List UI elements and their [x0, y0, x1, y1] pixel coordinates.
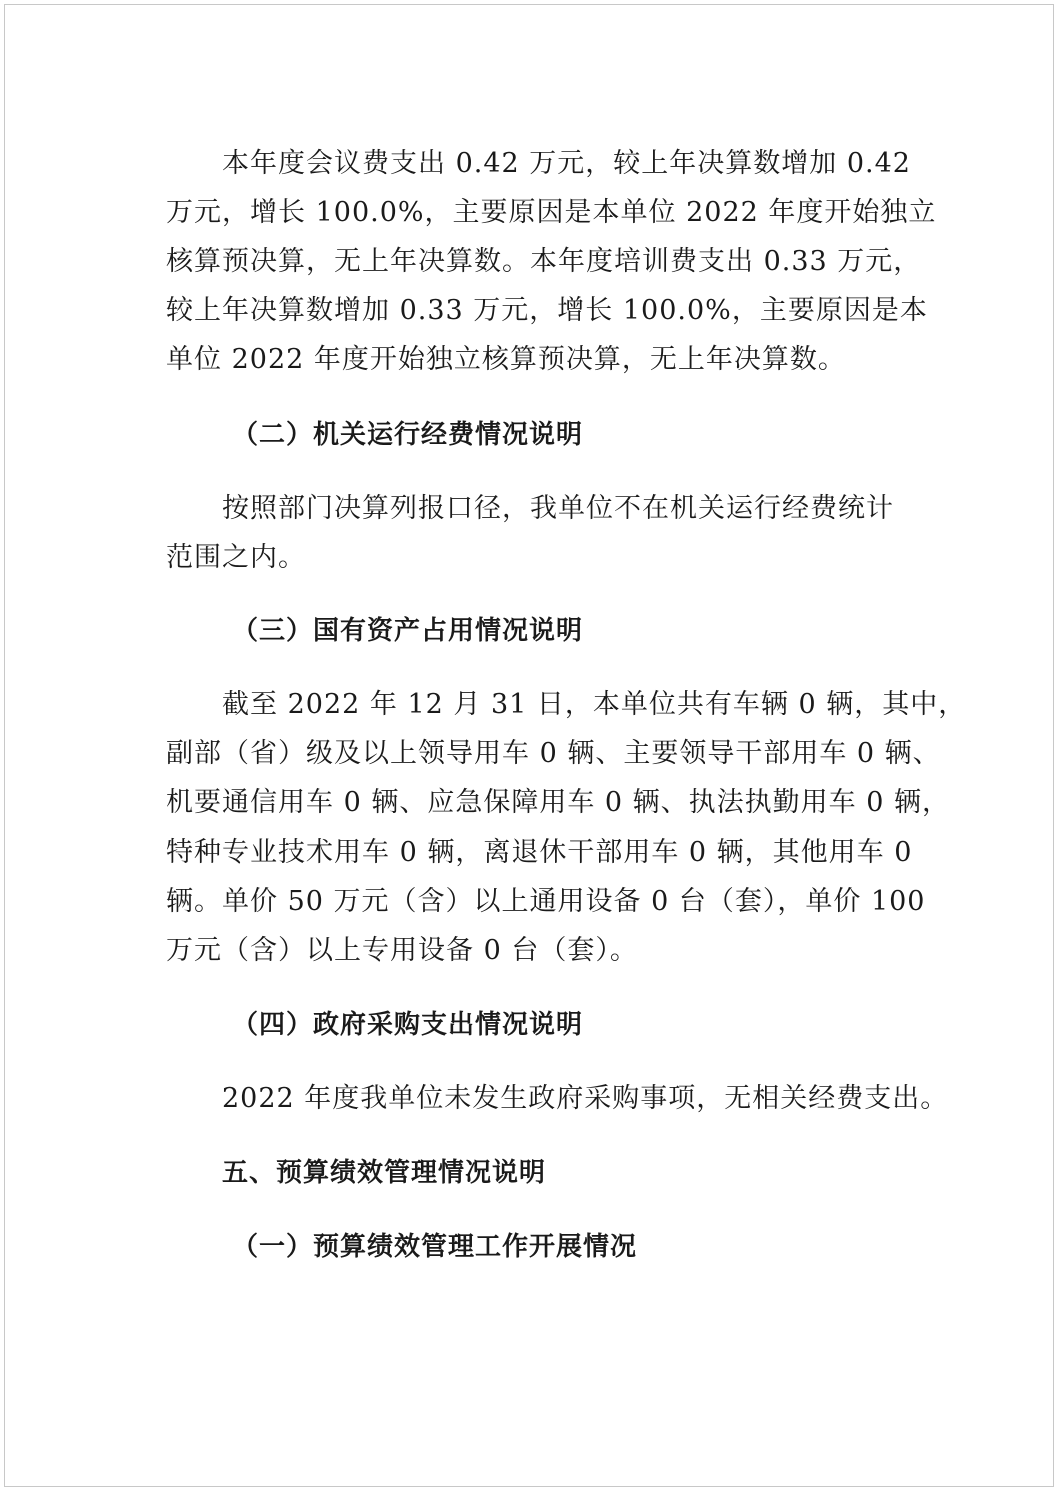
paragraph-line: 机要通信用车 0 辆、应急保障用车 0 辆、执法执勤用车 0 辆，	[166, 787, 951, 818]
paragraph-line: 特种专业技术用车 0 辆，离退休干部用车 0 辆，其他用车 0	[166, 837, 913, 868]
paragraph-line: 按照部门决算列报口径，我单位不在机关运行经费统计	[222, 493, 894, 524]
section-heading-state-assets: （三）国有资产占用情况说明	[232, 616, 584, 646]
paragraph-line: 范围之内。	[166, 542, 306, 573]
subsection-heading-performance-work: （一）预算绩效管理工作开展情况	[232, 1232, 638, 1262]
paragraph-line: 辆。单价 50 万元（含）以上通用设备 0 台（套），单价 100	[166, 886, 926, 917]
paragraph-line: 2022 年度我单位未发生政府采购事项，无相关经费支出。	[222, 1083, 949, 1114]
paragraph-line: 万元，增长 100.0%，主要原因是本单位 2022 年度开始独立	[166, 197, 937, 228]
paragraph-line: 核算预决算，无上年决算数。本年度培训费支出 0.33 万元，	[166, 246, 922, 277]
paragraph-line: 副部（省）级及以上领导用车 0 辆、主要领导干部用车 0 辆、	[166, 738, 941, 769]
paragraph-line: 本年度会议费支出 0.42 万元，较上年决算数增加 0.42	[222, 148, 911, 179]
paragraph-line: 单位 2022 年度开始独立核算预决算，无上年决算数。	[166, 344, 846, 375]
section-heading-performance: 五、预算绩效管理情况说明	[222, 1158, 547, 1188]
section-heading-operating-funds: （二）机关运行经费情况说明	[232, 420, 584, 450]
paragraph-line: 截至 2022 年 12 月 31 日，本单位共有车辆 0 辆，其中，	[222, 689, 967, 720]
paragraph-line: 较上年决算数增加 0.33 万元，增长 100.0%，主要原因是本	[166, 295, 928, 326]
paragraph-line: 万元（含）以上专用设备 0 台（套）。	[166, 935, 638, 966]
section-heading-procurement: （四）政府采购支出情况说明	[232, 1010, 584, 1040]
